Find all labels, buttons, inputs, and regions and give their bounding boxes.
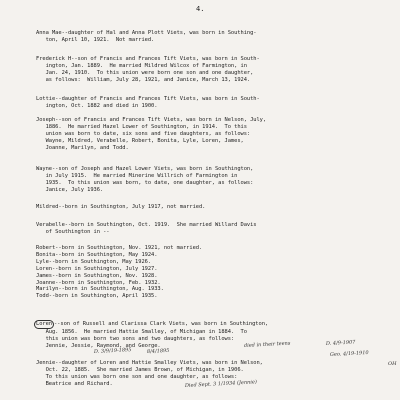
list-item: Lyle--born in Southington, May 1926.	[36, 258, 152, 265]
entry-line: Mildred--born in Southington, July 1917, not married.	[36, 204, 206, 210]
entry-line-rest: --son of Russell and Clarissa Clark Viets, was born in Southington,	[53, 321, 269, 327]
entry-joseph	[36, 117, 266, 152]
list-item: Todd--born in Southington, April 1935.	[36, 293, 158, 300]
entry-line: Lottie--daughter of Francis and Frances Tift Viets, was born in South-	[36, 96, 260, 102]
handwritten-note: 8/4/1895	[146, 347, 170, 355]
entry-anna-mae	[36, 30, 257, 44]
entry-line: Jennie--daughter of Loren and Hattie Smalley Viets, was born in Nelson,	[36, 360, 263, 366]
entry-line: Joseph--son of Francis and Frances Tift Viets, was born in Nelson, July,	[36, 117, 267, 123]
entry-line: Aug. 1856. He married Hattie Smalley, of Michigan in 1884. To	[36, 328, 247, 335]
list-item: Joanne--born in Southington, Feb. 1932.	[36, 279, 161, 286]
entry-lottie	[36, 96, 260, 110]
entry-line: Beatrice and Richard.	[36, 380, 113, 387]
entry-line: Verabelle--born in Southington, Oct. 1919. She married Willard Davis	[36, 222, 257, 228]
entry-line: as follows: William, July 28, 1921, and Janice, March 13, 1924.	[36, 76, 251, 83]
handwritten-note: OH	[388, 361, 397, 367]
entry-verabelle	[36, 222, 257, 236]
entry-line: Anna Mae--daughter of Hal and Anna Plott Viets, was born in Southing-	[36, 30, 257, 36]
entry-line: Oct. 22, 1885. She married James Brown, of Michigan, in 1906.	[36, 366, 244, 373]
entry-line: Wayne--son of Joseph and Hazel Lower Viets, was born in Southington,	[36, 166, 254, 172]
page-number: 4.	[196, 5, 205, 13]
entry-line: ington, Jan. 1889. He married Mildred Wilcox of Farmington, in	[36, 62, 247, 69]
entry-line	[36, 320, 268, 329]
entry-line: in July 1915. He married Minerine Willrich of Farmington in	[36, 172, 238, 179]
circled-name: Loren	[36, 321, 52, 327]
handwritten-note: died in their teens	[243, 340, 291, 349]
entry-line: 1935. To this union was born, to date, one daughter, as follows:	[36, 179, 254, 186]
handwritten-note: Died Sept. 3 1/1934 (Jennie)	[184, 379, 258, 389]
entry-wayne	[36, 166, 253, 194]
entry-line: Jennie, Jessie, Raymond, and George.	[36, 342, 161, 349]
entry-line: 1886. He married Hazel Lower of Southington, in 1914. To this	[36, 123, 247, 130]
entry-line: of Southington in --	[36, 228, 110, 235]
entry-line: ington, Oct. 1882 and died in 1900.	[36, 102, 158, 109]
list-item: Loren--born in Southington, July 1927.	[36, 265, 158, 272]
list-item: Bonita--born in Southington, May 1924.	[36, 251, 158, 258]
entry-line: To this union was born one son and one daughter, as follows:	[36, 373, 238, 380]
entry-line: ton, April 10, 1921. Not married.	[36, 36, 155, 43]
entry-mildred	[36, 204, 205, 211]
entry-frederick	[36, 56, 260, 84]
list-item: Marilyn--born in Southington, Aug. 1933.	[36, 286, 164, 293]
entry-line: Wayne, Mildred, Verabelle, Robert, Bonita, Lyle, Loren, James,	[36, 137, 244, 144]
list-item: Robert--born in Southington, Nov. 1921, not married.	[36, 245, 203, 251]
children-list	[36, 245, 202, 300]
entry-line: Janice, July 1936.	[36, 186, 104, 193]
handwritten-note: D. 3/9/19-1895	[93, 347, 132, 355]
entry-line: Frederick H--son of Francis and Frances Tift Viets, was born in South-	[36, 56, 260, 62]
handwritten-note: D. 4/9-1907	[325, 339, 356, 347]
list-item: James--born in Southington, Nov. 1928.	[36, 272, 158, 279]
entry-line: union was born to date, six sons and five daughters, as follows:	[36, 130, 251, 137]
entry-line: this union was born two sons and two daughters, as follows:	[36, 335, 235, 342]
entry-line: Joanne, Marilyn, and Todd.	[36, 144, 129, 151]
entry-line: Jan. 24, 1910. To this union were born one son and one daughter,	[36, 69, 254, 76]
handwritten-note: Geo. 4/19-1910	[329, 349, 369, 358]
entry-loren	[36, 320, 268, 350]
